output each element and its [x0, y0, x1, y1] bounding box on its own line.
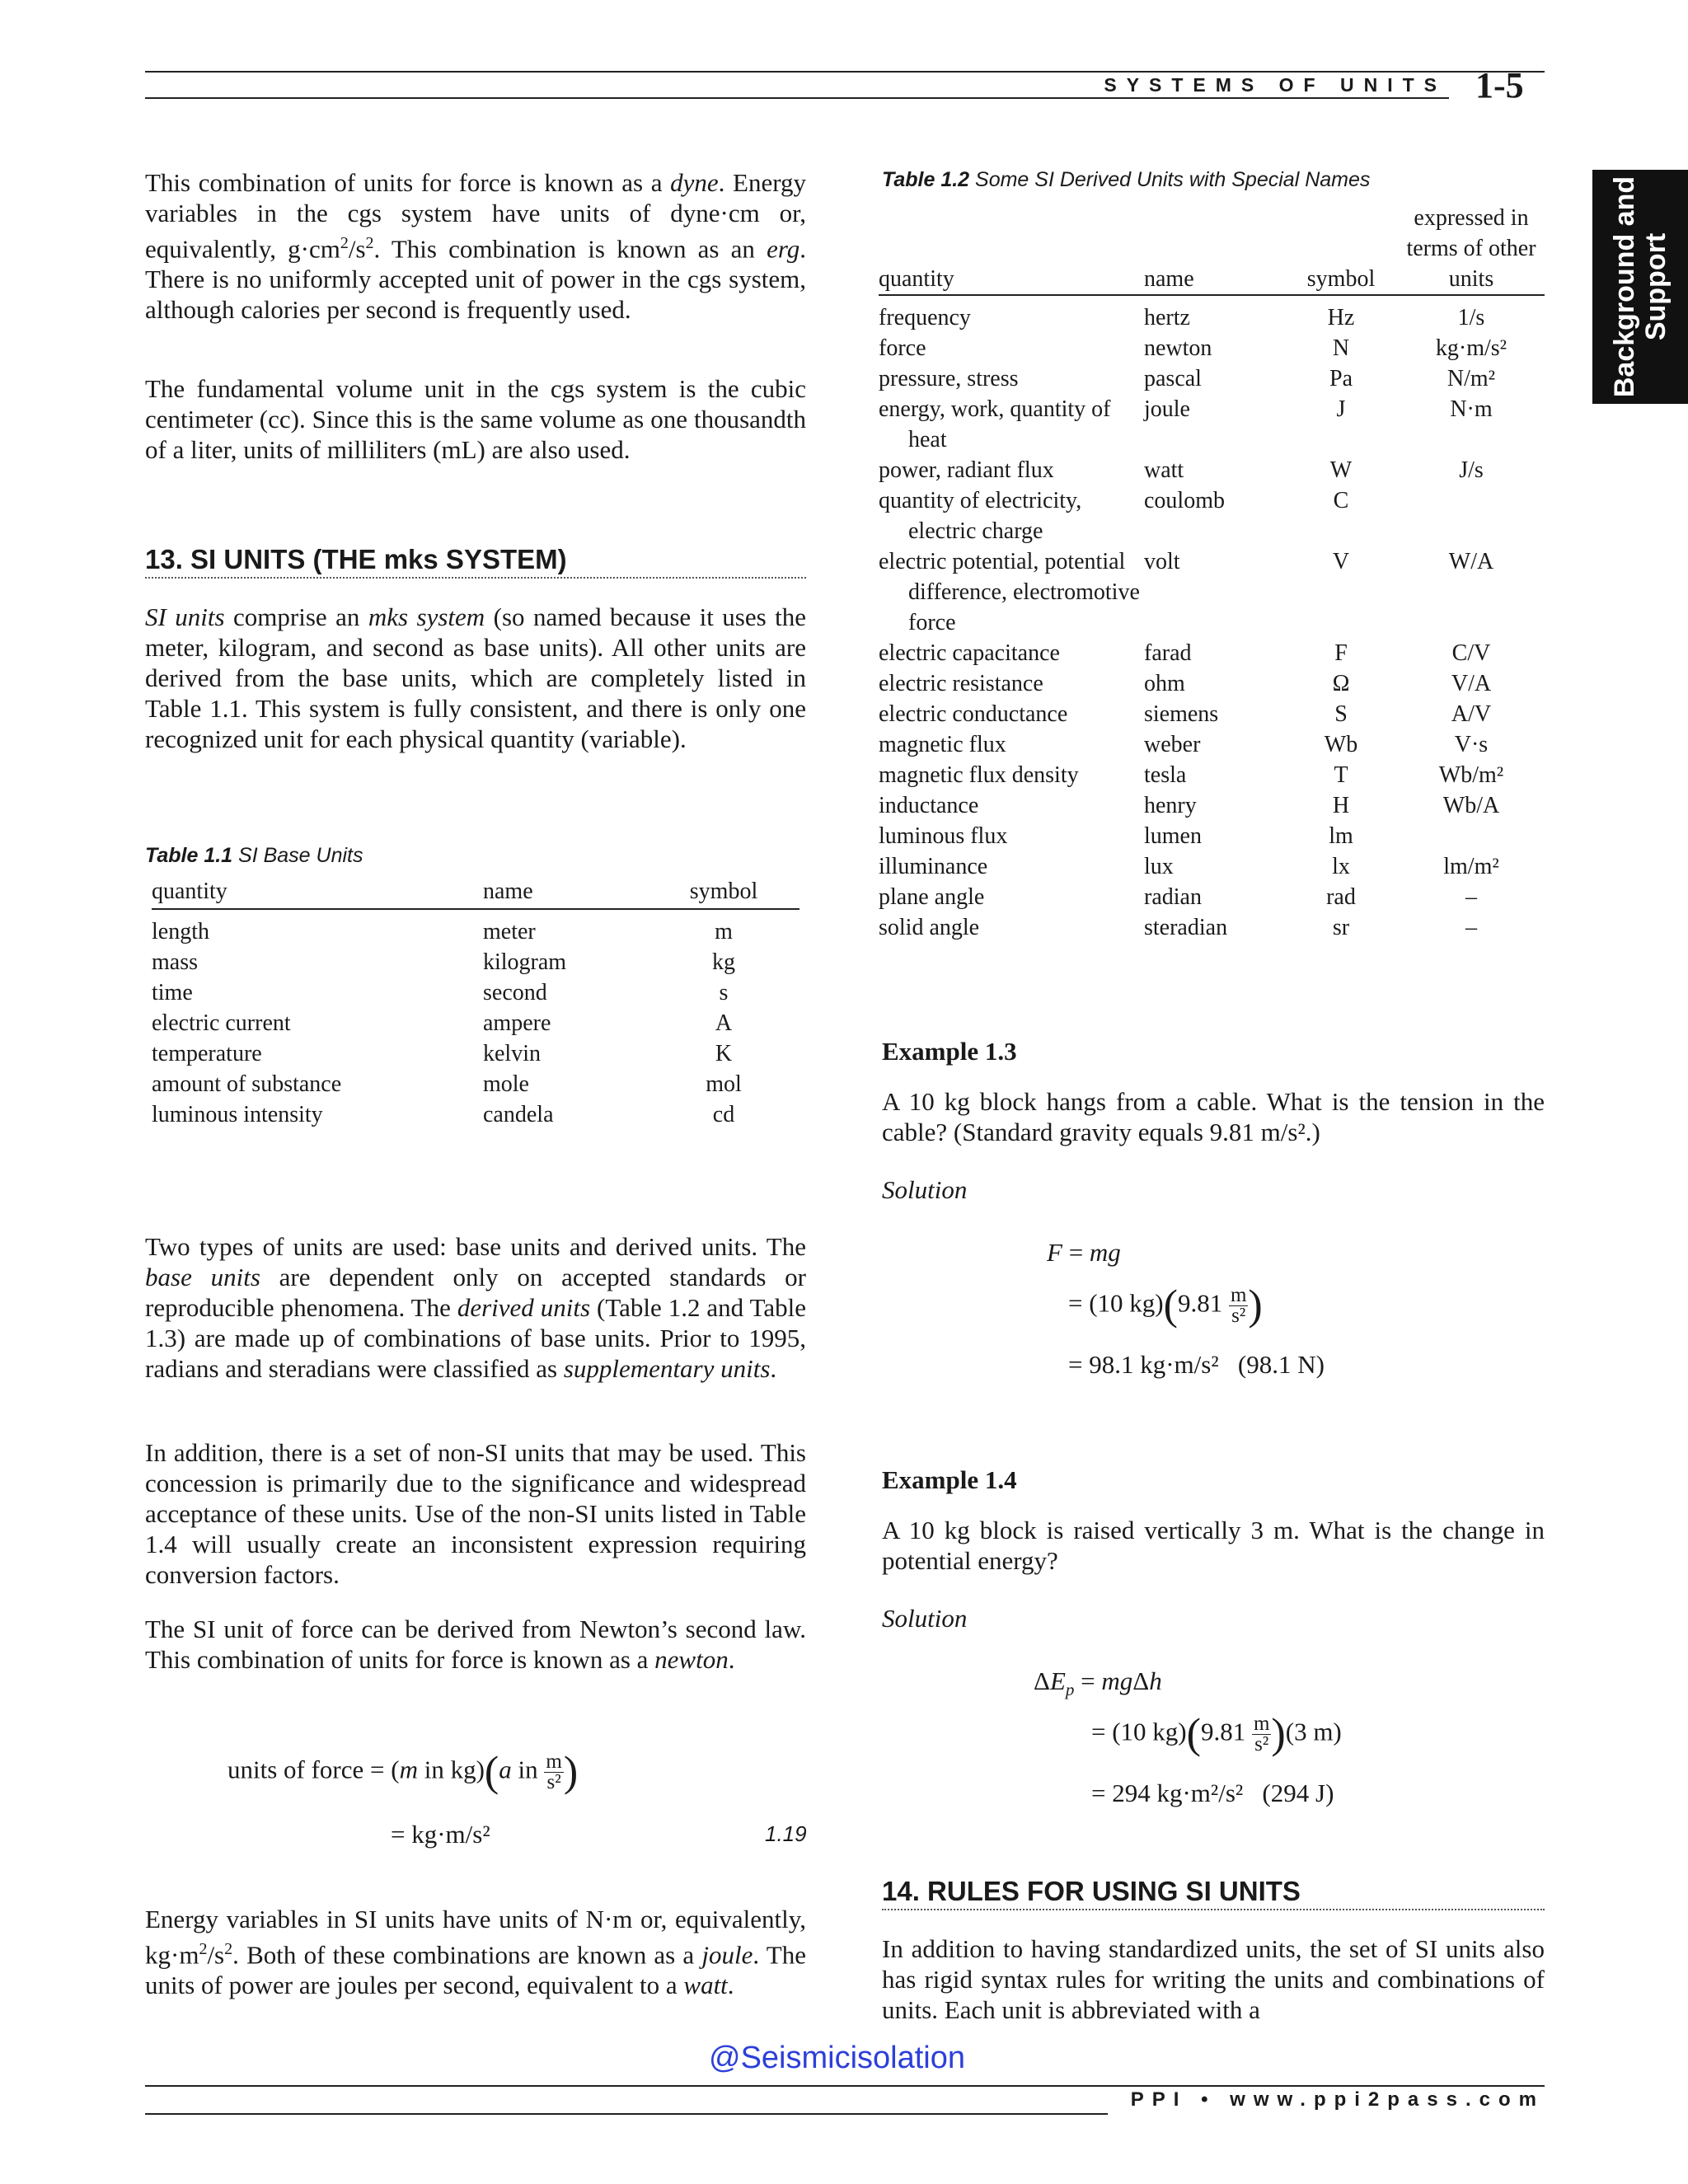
table-cell: radian [1144, 884, 1202, 910]
table-cell: Wb/A [1442, 793, 1500, 818]
example-1-3-title: Example 1.3 [882, 1037, 1017, 1066]
table-cell: pressure, stress [879, 366, 1019, 391]
table-cell: magnetic flux [879, 732, 1006, 757]
table-cell: S [1334, 701, 1348, 727]
table-cell: magnetic flux density [879, 762, 1079, 788]
table-cell: Wb [1324, 732, 1358, 757]
table-row [152, 1069, 799, 1099]
table-row [152, 1099, 799, 1130]
table-row [879, 638, 1545, 668]
table-cell: N·m [1450, 396, 1493, 422]
table-cell: lm/m² [1443, 854, 1499, 879]
example-1-3-eq-line3: = 98.1 kg·m/s² (98.1 N) [1068, 1350, 1325, 1379]
example-1-4-eq-line1: $\Delta E_p = mg\Delta h$ [1034, 1666, 1162, 1700]
column-header: symbol [1284, 203, 1398, 295]
table-cell: rad [1326, 884, 1356, 910]
table-cell: volt [1144, 549, 1180, 574]
table-cell: quantity of electricity, electric charge [879, 488, 1082, 544]
table-cell: m [715, 919, 733, 944]
table-row [879, 882, 1545, 912]
table-cell: coulomb [1144, 488, 1225, 513]
table-cell [1398, 821, 1545, 851]
table-cell: V/A [1451, 671, 1492, 696]
table-cell: K [715, 1041, 733, 1066]
table-row [879, 455, 1545, 485]
example-1-4-eq-line2: = (10 kg)(9.81 $\frac{m}{\text{s²}}$ )(3 m) [1091, 1710, 1342, 1758]
paragraph-joule-watt: Energy variables in SI units have units of N·m or, equivalently, $kg\cdot m^2/s^2$. Both of these combinations are known as a joule. The units of power are joules per second, equivalent to a watt. [145, 1905, 806, 2000]
column-header: symbol [648, 879, 799, 909]
paragraph-si-rules: In addition to having standardized units, the set of SI units also has rigid syntax rules for writing the units and combinations of units. Each unit is abbreviated with a [882, 1934, 1545, 2024]
table-cell: ohm [1144, 671, 1185, 696]
table-cell: V [1332, 549, 1350, 574]
table-cell: newton [1144, 335, 1212, 361]
example-1-3-eq-line2: = (10 kg)(9.81 $\frac{m}{\text{s²}}$ ) [1068, 1282, 1263, 1329]
table-cell: kg·m/s² [1435, 335, 1507, 361]
table-cell: electric potential, potential difference, electromotive force [879, 549, 1140, 635]
table-cell: sr [1332, 915, 1350, 940]
table-row [879, 295, 1545, 333]
column-header: quantity [152, 879, 483, 909]
section-heading-14: 14. RULES FOR USING SI UNITS [882, 1876, 1545, 1910]
table-row [879, 546, 1545, 638]
paragraph-dyne-erg: This combination of units for force is known as a dyne. Energy variables in the cgs system have units of dyne·cm or, equivalently, $g\cdot cm^2/s^2$. This combination is known as an erg. There is no uniformly accepted unit of power in the cgs system, although calories per second is frequently used. [145, 168, 806, 325]
table-cell: T [1334, 762, 1348, 788]
table-cell: siemens [1144, 701, 1219, 727]
example-1-4-solution-label: Solution [882, 1604, 968, 1633]
example-1-4-title: Example 1.4 [882, 1465, 1017, 1494]
table-cell: cd [712, 1102, 735, 1127]
table-row [879, 912, 1545, 943]
table-cell: electric capacitance [879, 640, 1060, 666]
table-cell: lux [1144, 854, 1174, 879]
table-cell: N [1332, 335, 1350, 361]
table-cell: solid angle [879, 915, 980, 940]
footer-rule-top [145, 2085, 1545, 2087]
table-cell: power, radiant flux [879, 457, 1054, 483]
column-header: quantity [879, 203, 1144, 295]
table-cell: F [1334, 640, 1348, 666]
table-cell: mass [152, 949, 198, 975]
table-cell: luminous flux [879, 823, 1008, 849]
table-cell: – [1465, 915, 1477, 940]
table-row [879, 363, 1545, 394]
table-cell: kilogram [483, 949, 567, 975]
table-row [879, 729, 1545, 760]
table-cell: force [879, 335, 926, 361]
table-row [152, 1038, 799, 1069]
table-cell: W/A [1448, 549, 1494, 574]
table-si-base-units [152, 879, 799, 1130]
table-cell: frequency [879, 305, 971, 330]
table-cell: tesla [1144, 762, 1187, 788]
table-cell: second [483, 980, 547, 1005]
table-row [879, 851, 1545, 882]
table-cell: weber [1144, 732, 1201, 757]
equation-1-19-line1: units of force = (m in kg)(a in $\frac{m}{\text{s²}}$ ) [227, 1748, 579, 1796]
table-cell: mole [483, 1071, 529, 1097]
page-number: 1-5 [1475, 65, 1524, 105]
table-cell: Hz [1327, 305, 1355, 330]
table-cell: V·s [1454, 732, 1489, 757]
table-row [879, 333, 1545, 363]
watermark-text: @Seismicisolation [709, 2041, 966, 2075]
table-cell: kelvin [483, 1041, 541, 1066]
table-cell: electric conductance [879, 701, 1068, 727]
table-cell: lx [1332, 854, 1350, 879]
paragraph-volume-unit: The fundamental volume unit in the cgs system is the cubic centimeter (cc). Since this is the same volume as one thousandth of a liter, units of milliliters (mL) are also used. [145, 374, 806, 464]
column-header: name [1144, 203, 1284, 295]
footer-publisher-url: PPI • www.ppi2pass.com [1130, 2088, 1545, 2111]
table-cell: J/s [1459, 457, 1484, 483]
table-cell: 1/s [1457, 305, 1485, 330]
table-cell: time [152, 980, 193, 1005]
table-cell: pascal [1144, 366, 1202, 391]
table-cell: temperature [152, 1041, 262, 1066]
table-cell: C/V [1451, 640, 1491, 666]
table-cell: luminous intensity [152, 1102, 323, 1127]
header-rule-top [145, 71, 1545, 73]
table-cell: hertz [1144, 305, 1190, 330]
table-cell: candela [483, 1102, 554, 1127]
side-tab-line2: Support [1640, 232, 1672, 341]
table-cell: amount of substance [152, 1071, 342, 1097]
table-cell: – [1465, 884, 1477, 910]
example-1-3-solution-label: Solution [882, 1175, 968, 1204]
table-row [879, 394, 1545, 455]
table-1-1-caption: Table 1.1 SI Base Units [145, 844, 363, 867]
paragraph-newton: The SI unit of force can be derived from Newton’s second law. This combination of units for force is known as a newton. [145, 1615, 806, 1674]
table-row [152, 909, 799, 947]
paragraph-base-derived: Two types of units are used: base units and derived units. The base units are dependent only on accepted standards or reproducible phenomena. The derived units (Table 1.2 and Table 1.3) are made up of combinations of base units. Prior to 1995, radians and steradians were classified as supplementary units. [145, 1232, 806, 1383]
running-header-title: SYSTEMS OF UNITS [1104, 74, 1447, 96]
column-header: expressed in terms of other units [1398, 203, 1545, 295]
table-cell: A/V [1451, 701, 1492, 727]
table-cell: Wb/m² [1438, 762, 1504, 788]
table-cell: C [1333, 488, 1349, 513]
side-tab-line1: Background and [1609, 176, 1640, 398]
table-cell: lumen [1144, 823, 1202, 849]
table-row [879, 668, 1545, 699]
section-side-tab [1592, 170, 1688, 404]
table-cell: A [715, 1010, 733, 1036]
table-cell: plane angle [879, 884, 985, 910]
equation-1-19-line2: = kg·m/s² [391, 1820, 490, 1849]
example-1-4-eq-line3: = 294 kg·m²/s² (294 J) [1091, 1779, 1334, 1807]
table-cell: H [1332, 793, 1350, 818]
table-row [879, 485, 1545, 546]
table-cell: electric resistance [879, 671, 1043, 696]
paragraph-si-units: SI units comprise an mks system (so named because it uses the meter, kilogram, and second as base units). All other units are derived from the base units, which are completely listed in Table 1.1. This system is fully consistent, and there is only one recognized unit for each physical quantity (variable). [145, 602, 807, 753]
table-cell: watt [1144, 457, 1184, 483]
table-cell: illuminance [879, 854, 988, 879]
table-cell: lm [1329, 823, 1353, 849]
table-row [152, 1008, 799, 1038]
table-si-derived-units [879, 203, 1545, 943]
table-cell: Pa [1329, 366, 1353, 391]
footer-rule-bottom [145, 2113, 1108, 2115]
table-cell: mol [706, 1071, 742, 1097]
table-row [879, 821, 1545, 851]
table-cell [1398, 485, 1545, 546]
example-1-3-text: A 10 kg block hangs from a cable. What is the tension in the cable? (Standard gravity equals 9.81 m/s².) [882, 1087, 1545, 1146]
column-header: name [483, 879, 648, 909]
table-cell: electric current [152, 1010, 291, 1036]
example-1-3-eq-line1: F = mg [1047, 1238, 1121, 1267]
table-cell: kg [712, 949, 735, 975]
table-cell: joule [1144, 396, 1190, 422]
table-cell: henry [1144, 793, 1197, 818]
table-row [152, 947, 799, 977]
table-cell: N/m² [1447, 366, 1496, 391]
equation-number: 1.19 [765, 1821, 807, 1846]
paragraph-non-si: In addition, there is a set of non-SI units that may be used. This concession is primarily due to the significance and widespread acceptance of these units. Use of the non-SI units listed in Table 1.4 will usually create an inconsistent expression requiring conversion factors. [145, 1438, 806, 1589]
table-row [879, 790, 1545, 821]
table-cell: meter [483, 919, 536, 944]
table-cell: energy, work, quantity of heat [879, 396, 1111, 452]
table-cell: Ω [1332, 671, 1350, 696]
table-row [879, 760, 1545, 790]
table-cell: farad [1144, 640, 1192, 666]
table-cell: J [1336, 396, 1346, 422]
table-cell: ampere [483, 1010, 551, 1036]
table-cell: inductance [879, 793, 979, 818]
section-heading-13: 13. SI UNITS (THE mks SYSTEM) [145, 544, 806, 579]
table-cell: s [719, 980, 729, 1005]
table-row [879, 699, 1545, 729]
table-cell: W [1329, 457, 1353, 483]
table-cell: steradian [1144, 915, 1228, 940]
header-rule-bottom [145, 97, 1449, 99]
example-1-4-text: A 10 kg block is raised vertically 3 m. What is the change in potential energy? [882, 1516, 1545, 1575]
table-1-2-caption: Table 1.2 Some SI Derived Units with Special Names [882, 168, 1371, 191]
table-row [152, 977, 799, 1008]
table-cell: length [152, 919, 209, 944]
